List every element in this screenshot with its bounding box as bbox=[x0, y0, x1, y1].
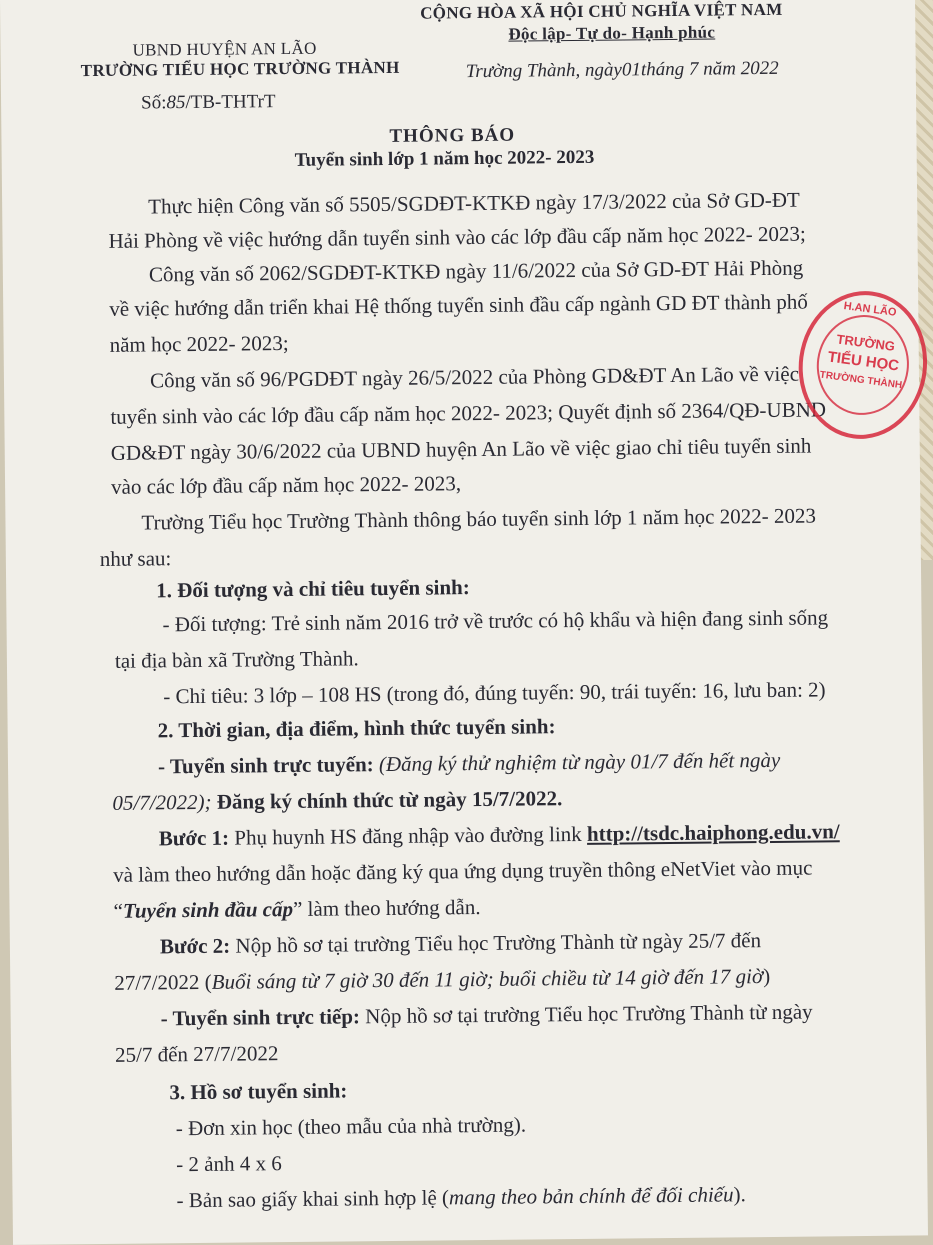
intro-p1-line1: Thực hiện Công văn số 5505/SGDĐT-KTKĐ ngày 17/3/2022 của Sở GD-ĐT bbox=[148, 187, 800, 219]
step2-line2 bbox=[114, 964, 770, 996]
quote-open: “ bbox=[113, 898, 123, 923]
online-label: - Tuyển sinh trực tuyến: bbox=[157, 752, 374, 779]
nation-motto: Độc lập- Tự do- Hạnh phúc bbox=[508, 22, 716, 44]
step2-text: Nộp hồ sơ tại trường Tiểu học Trường Thành từ ngày 25/7 đến bbox=[235, 928, 762, 958]
section3-item1: - Đơn xin học (theo mẫu của nhà trường). bbox=[175, 1112, 527, 1141]
step1-line1 bbox=[159, 819, 840, 851]
issuer-district: UBND HUYỆN AN LÃO bbox=[132, 38, 317, 60]
section3-item2: - 2 ảnh 4 x 6 bbox=[176, 1151, 282, 1177]
section1-target-line1: - Đối tượng: Trẻ sinh năm 2016 trở về trước có hộ khẩu và hiện đang sinh sống bbox=[162, 605, 829, 637]
intro-p4-line1: Trường Tiểu học Trường Thành thông báo tuyển sinh lớp 1 năm học 2022- 2023 bbox=[141, 503, 817, 535]
step2-italic: Buổi sáng từ 7 giờ 30 đến 11 giờ; buổi chiều từ 14 giờ đến 17 giờ bbox=[211, 964, 764, 994]
date-prefix: Trường Thành, ngày bbox=[465, 59, 623, 83]
intro-p2-line2: về việc hướng dẫn triển khai Hệ thống tuyển sinh đầu cấp ngành GD ĐT thành phố bbox=[109, 289, 808, 321]
stamp-line2: TIỂU HỌC bbox=[826, 348, 900, 375]
number-suffix: /TB-THTrT bbox=[185, 91, 276, 114]
registration-link[interactable]: http://tsdc.haiphong.edu.vn/ bbox=[586, 819, 840, 846]
date-place bbox=[466, 58, 779, 83]
intro-p3-line3: GD&ĐT ngày 30/6/2022 của UBND huyện An Lão về việc giao chỉ tiêu tuyển sinh bbox=[110, 433, 812, 465]
direct-line2: 25/7 đến 27/7/2022 bbox=[114, 1041, 279, 1067]
section1-heading: 1. Đối tượng và chỉ tiêu tuyển sinh: bbox=[156, 575, 470, 603]
online-official: Đăng ký chính thức từ ngày 15/7/2022. bbox=[216, 786, 563, 814]
direct-text: Nộp hồ sơ tại trường Tiểu học Trường Thành từ ngày bbox=[365, 999, 813, 1029]
online-trial-line2: 05/7/2022); bbox=[112, 789, 212, 815]
date-suffix: tháng 7 năm 2022 bbox=[640, 57, 779, 81]
online-trial-line1: (Đăng ký thử nghiệm từ ngày 01/7 đến hết ngày bbox=[378, 747, 781, 777]
step2-label: Bước 2: bbox=[159, 933, 231, 959]
direct-label: - Tuyển sinh trực tiếp: bbox=[160, 1004, 361, 1031]
intro-p4-line2: như sau: bbox=[99, 546, 172, 571]
date-day: 01 bbox=[621, 59, 642, 81]
number-value: 85 bbox=[166, 92, 186, 114]
intro-p1-line2: Hải Phòng về việc hướng dẫn tuyển sinh vào các lớp đầu cấp năm học 2022- 2023; bbox=[108, 221, 806, 253]
stamp-line1: TRƯỜNG bbox=[835, 331, 896, 354]
section3-heading: 3. Hồ sơ tuyển sinh: bbox=[169, 1078, 348, 1105]
intro-p3-line4: vào các lớp đầu cấp năm học 2022- 2023, bbox=[110, 471, 462, 499]
intro-p2-line1: Công văn số 2062/SGDĐT-KTKĐ ngày 11/6/2022 của Sở GD-ĐT Hải Phòng bbox=[148, 255, 804, 287]
intro-p3-line2: tuyển sinh vào các lớp đầu cấp năm học 2022- 2023; Quyết định số 2364/QĐ-UBND bbox=[110, 397, 827, 429]
section3-item3 bbox=[176, 1182, 745, 1213]
issuer-school: TRƯỜNG TIỂU HỌC TRƯỜNG THÀNH bbox=[80, 57, 400, 81]
nation-title: CỘNG HÒA XÃ HỘI CHỦ NGHĨA VIỆT NAM bbox=[420, 0, 783, 23]
item3-plain: - Bản sao giấy khai sinh hợp lệ ( bbox=[176, 1185, 450, 1213]
notice-subtitle: Tuyển sinh lớp 1 năm học 2022- 2023 bbox=[294, 146, 595, 171]
step1-line3 bbox=[113, 895, 480, 924]
step1-line2: và làm theo hướng dẫn hoặc đăng ký qua ứng dụng truyền thông eNetViet vào mục bbox=[113, 855, 813, 887]
online-line2 bbox=[112, 786, 562, 816]
stamp-top-text: H.AN LÃO bbox=[842, 300, 898, 319]
step2-plain: 27/7/2022 ( bbox=[114, 969, 212, 995]
direct-line1 bbox=[161, 1000, 813, 1032]
step1-text: Phụ huynh HS đăng nhập vào đường link bbox=[234, 821, 582, 850]
online-line1 bbox=[158, 748, 781, 780]
quote-text: Tuyển sinh đầu cấp bbox=[122, 896, 294, 923]
step2-close: ) bbox=[763, 963, 771, 989]
item3-italic: mang theo bản chính để đối chiếu bbox=[448, 1182, 734, 1210]
number-prefix: Số: bbox=[140, 92, 167, 114]
stamp-line3: TRƯỜNG THÀNH bbox=[819, 369, 903, 392]
document-number bbox=[141, 91, 276, 114]
section1-target-line2: tại địa bàn xã Trường Thành. bbox=[114, 646, 359, 673]
item3-close: ). bbox=[733, 1182, 746, 1207]
step2-line1 bbox=[160, 928, 761, 959]
intro-p2-line3: năm học 2022- 2023; bbox=[109, 330, 289, 357]
section1-quota: - Chỉ tiêu: 3 lớp – 108 HS (trong đó, đúng tuyến: 90, trái tuyến: 16, lưu ban: 2) bbox=[163, 677, 826, 709]
notice-title: THÔNG BÁO bbox=[389, 124, 516, 147]
intro-p3-line1: Công văn số 96/PGDĐT ngày 26/5/2022 của Phòng GD&ĐT An Lão về việc bbox=[149, 361, 800, 393]
section2-heading: 2. Thời gian, địa điểm, hình thức tuyển sinh: bbox=[157, 714, 556, 743]
step1-label: Bước 1: bbox=[158, 825, 230, 851]
quote-close: ” làm theo hướng dẫn. bbox=[292, 895, 481, 921]
